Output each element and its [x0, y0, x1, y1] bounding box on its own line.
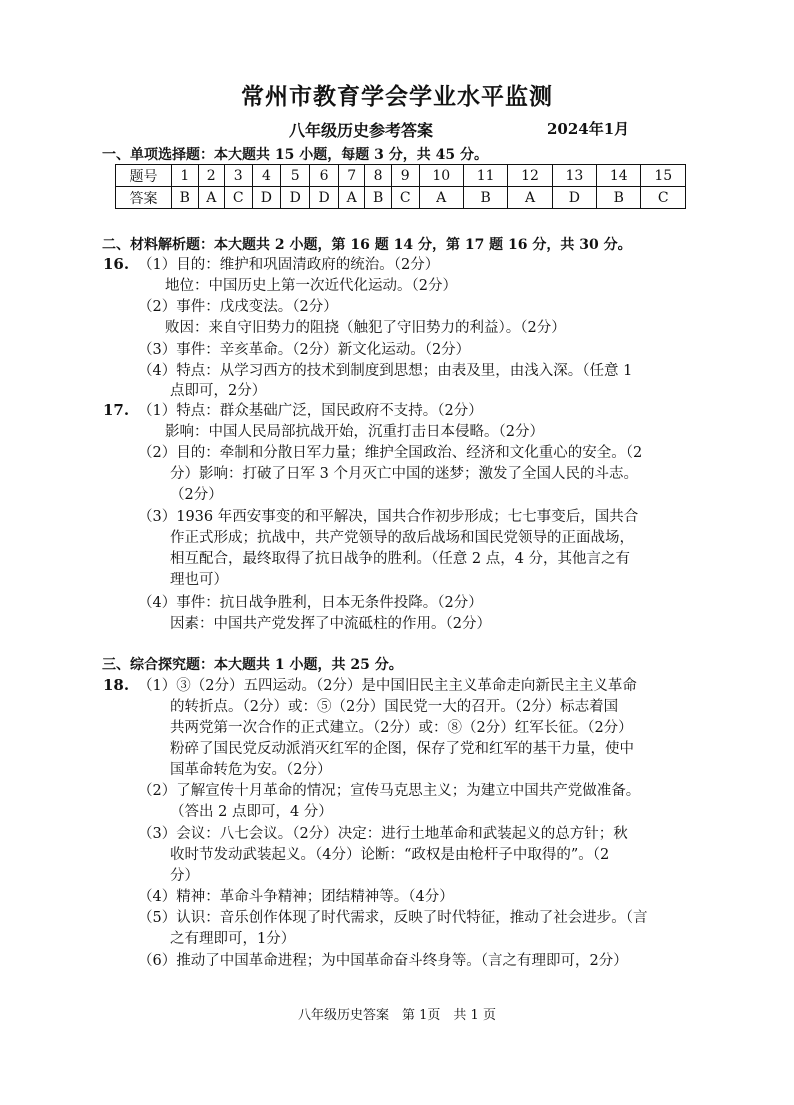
section1-heading: 一、单项选择题：本大题共 15 小题，每题 3 分，共 45 分。 — [102, 147, 488, 163]
answer-line: 影响：中国人民局部抗战开始，沉重打击日本侵略。（2分） — [165, 424, 544, 440]
answer-line: （2）事件：戊戌变法。（2分） — [138, 299, 338, 315]
question-number: 18. — [103, 676, 130, 694]
table-cell: 13 — [552, 165, 596, 187]
table-cell: 14 — [597, 165, 641, 187]
page-subtitle: 八年级历史参考答案 — [289, 121, 434, 140]
answer-line: （1）目的：维护和巩固清政府的统治。（2分） — [138, 257, 440, 273]
answer-line: 因素：中国共产党发挥了中流砥柱的作用。（2分） — [170, 616, 491, 632]
table-row — [116, 187, 686, 209]
answer-line: （3）会议：八七会议。（2分）决定：进行土地革命和武装起义的总方针；秋 — [138, 826, 628, 842]
table-cell: B — [172, 187, 199, 209]
answer-line: 共两党第一次合作的正式建立。（2分）或：⑧（2分）红军长征。（2分） — [170, 720, 633, 736]
page-title: 常州市教育学会学业水平监测 — [241, 83, 553, 110]
answer-line: （6）推动了中国革命进程；为中国革命奋斗终身等。（言之有理即可，2分） — [138, 953, 628, 969]
answer-line: （5）认识：音乐创作体现了时代需求，反映了时代特征，推动了社会进步。（言 — [138, 910, 648, 926]
table-cell: 5 — [281, 165, 310, 187]
answer-line: 败因：来自守旧势力的阻挠（触犯了守旧势力的利益）。（2分） — [165, 320, 566, 336]
table-cell: C — [641, 187, 686, 209]
section2-heading: 二、材料解析题：本大题共 2 小题，第 16 题 14 分，第 17 题 16 分，共 30 分。 — [102, 237, 632, 253]
table-cell: A — [508, 187, 552, 209]
table-cell: D — [252, 187, 281, 209]
table-cell: 15 — [641, 165, 686, 187]
table-cell: 8 — [365, 165, 392, 187]
table-cell: B — [463, 187, 507, 209]
answer-line: 之有理即可，1分） — [170, 931, 296, 947]
answer-line: （1）③（2分）五四运动。（2分）是中国旧民主主义革命走向新民主主义革命 — [138, 678, 637, 694]
table-cell: 6 — [310, 165, 339, 187]
section3-heading: 三、综合探究题：本大题共 1 小题，共 25 分。 — [102, 657, 403, 673]
answer-table — [115, 164, 686, 209]
table-row — [116, 165, 686, 187]
table-cell: 3 — [224, 165, 252, 187]
answer-line: （2）了解宣传十月革命的情况；宣传马克思主义；为建立中国共产党做准备。 — [138, 783, 641, 799]
answer-line: （3）1936 年西安事变的和平解决，国共合作初步形成；七七事变后，国共合 — [138, 509, 639, 525]
table-cell: 2 — [198, 165, 224, 187]
answer-line: 的转折点。（2分）或：⑤（2分）国民党一大的召开。（2分）标志着国 — [170, 699, 619, 715]
row-label-answer: 答案 — [116, 187, 172, 209]
table-cell: 9 — [391, 165, 419, 187]
answer-line: 相互配合，最终取得了抗日战争的胜利。（任意 2 点，4 分，其他言之有 — [170, 551, 631, 567]
answer-line: （1）特点：群众基础广泛，国民政府不支持。（2分） — [138, 403, 483, 419]
table-cell: 10 — [419, 165, 463, 187]
answer-line: 点即可，2分） — [170, 383, 267, 399]
table-cell: A — [419, 187, 463, 209]
table-cell: C — [224, 187, 252, 209]
answer-line: 理也可） — [170, 572, 228, 588]
answer-line: 收时节发动武装起义。（4分）论断：“政权是由枪杆子中取得的”。（2 — [170, 847, 610, 863]
answer-line: （2分） — [170, 487, 223, 503]
answer-line: （答出 2 点即可，4 分） — [170, 804, 333, 820]
answer-line: （3）事件：辛亥革命。（2分）新文化运动。（2分） — [138, 342, 471, 358]
table-cell: B — [365, 187, 392, 209]
question-number: 16. — [103, 255, 130, 273]
answer-line: 分）影响：打破了日军 3 个月灭亡中国的迷梦；激发了全国人民的斗志。 — [170, 466, 638, 482]
row-label-number: 题号 — [116, 165, 172, 187]
table-cell: 1 — [172, 165, 199, 187]
answer-line: （4）精神：革命斗争精神；团结精神等。（4分） — [138, 889, 454, 905]
table-cell: B — [597, 187, 641, 209]
table-cell: 12 — [508, 165, 552, 187]
answer-line: 地位：中国历史上第一次近代化运动。（2分） — [165, 278, 457, 294]
answer-line: 分） — [170, 868, 199, 884]
table-cell: D — [552, 187, 596, 209]
page-footer: 八年级历史答案 第 1页 共 1 页 — [298, 1008, 496, 1023]
answer-line: 粉碎了国民党反动派消灭红军的企图，保存了党和红军的基干力量，使中 — [170, 741, 634, 757]
answer-line: 国革命转危为安。（2分） — [170, 762, 332, 778]
table-cell: 4 — [252, 165, 281, 187]
table-cell: D — [310, 187, 339, 209]
table-cell: A — [339, 187, 365, 209]
answer-line: （2）目的：牵制和分散日军力量；维护全国政治、经济和文化重心的安全。（2 — [138, 445, 643, 461]
answer-line: （4）事件：抗日战争胜利，日本无条件投降。（2分） — [138, 595, 483, 611]
table-cell: C — [391, 187, 419, 209]
table-cell: 11 — [463, 165, 507, 187]
exam-date: 2024年1月 — [547, 120, 630, 138]
answer-line: 作正式形成；抗战中，共产党领导的敌后战场和国民党领导的正面战场， — [170, 530, 634, 546]
table-cell: 7 — [339, 165, 365, 187]
table-cell: A — [198, 187, 224, 209]
answer-line: （4）特点：从学习西方的技术到制度到思想；由表及里，由浅入深。（任意 1 — [138, 363, 633, 379]
question-number: 17. — [103, 401, 130, 419]
table-cell: D — [281, 187, 310, 209]
